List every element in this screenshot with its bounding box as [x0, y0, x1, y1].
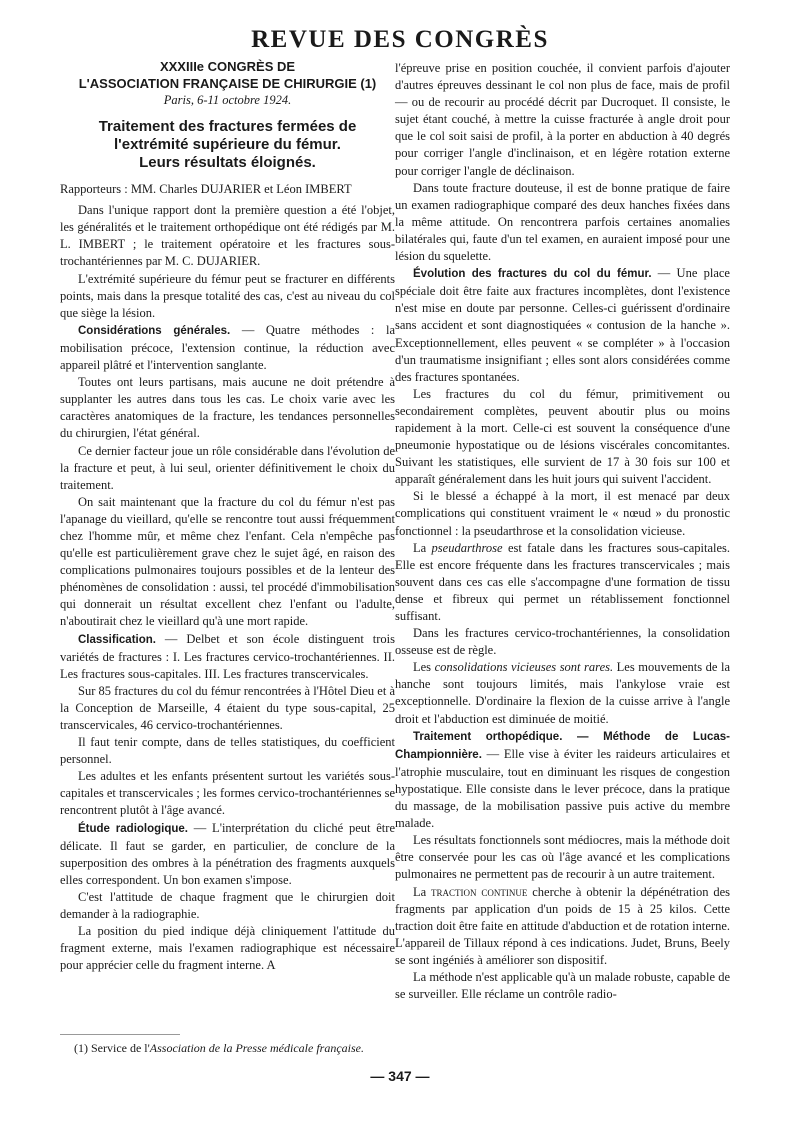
paragraph [60, 322, 395, 374]
paragraph: Dans les fractures cervico-trochantériennes, la consolidation osseuse est de règle. [395, 626, 730, 658]
article-title [60, 118, 395, 172]
footnote-rule [60, 1034, 180, 1035]
article-title-line-1: Traitement des fractures fermées de [98, 118, 357, 136]
paragraph: Dans toute fracture douteuse, il est de bonne pratique de faire un examen radiographique comparé des deux hanches fixées dans la même attitude. On rencontrera parfois certaines anomalies bilatérales qui, faute d'un tel examen, en auraient imposé pour une lésion du squelette. [395, 180, 730, 264]
left-column [60, 58, 395, 974]
paragraph: C'est l'attitude de chaque fragment que le chirurgien doit demander à la radiographie. [60, 889, 395, 922]
rapporteurs-line: Rapporteurs : MM. Charles DUJARIER et Léon IMBERT [60, 182, 352, 197]
paragraph: Toutes ont leurs partisans, mais aucune ne doit prétendre à supplanter les autres dans tous les cas. Le choix varie avec les caractères anatomiques de la fracture, les tendances personnelles du chirurgien, l'état général. [60, 375, 395, 441]
section-heading: Considérations générales. [78, 324, 231, 337]
article-title-line-2: l'extrémité supérieure du fémur. [114, 136, 341, 154]
paragraph: l'épreuve prise en position couchée, il convient parfois d'ajouter d'autres épreuves dessinant le col non plus de face, mais de profil — ou de recourir au procédé décrit par Ducroquet. Il consiste, le sujet étant couché, à mettre la cuisse fracturée à angle droit pour que le col soit saisi de profil, à la porter en abduction à 40 degrés pour corriger l'angle d'inclinaison, et en légère rotation externe pour corriger l'angle de déclinaison. [395, 61, 730, 178]
article-title-line-3: Leurs résultats éloignés. [139, 154, 316, 172]
italic-term: pseudarthrose [431, 540, 503, 555]
page-header: REVUE DES CONGRÈS [251, 26, 549, 53]
paragraph: La pseudarthrose est fatale dans les fractures sous-capitales. Elle est encore fréquente dans les fractures transcervicales ; mais souvent dans ces cas elle s'accompagne d'une formation de tissu dense et fibreux qui permet un rétablissement fonctionnel suffisant. [395, 540, 731, 623]
congress-title: XXXIIIe CONGRÈS DE [159, 59, 296, 74]
paragraph-text: — Elle vise à éviter les raideurs articulaires et l'atrophie musculaire, tout en diminuant les risques de congestion hypostatique. Elle consiste dans le lever précoce, dans la pratique du massage, de la mobilisation passive puis active du membre malade. [395, 746, 730, 831]
paragraph [60, 631, 395, 683]
paragraph-text: — Quatre méthodes : la mobilisation précoce, l'extension continue, la réduction avec appareil plâtré et l'intervention sanglante. [60, 322, 395, 373]
paragraph: Les résultats fonctionnels sont médiocres, mais la méthode doit être conservée pour les cas où l'âge avancé et les complications pulmonaires ne permettent pas de recourir à un autre traitement. [395, 833, 730, 882]
paragraph: Ce dernier facteur joue un rôle considérable dans l'évolution de la fracture et peut, à lui seul, orienter définitivement le choix du traitement. [60, 443, 395, 492]
page-number: — 347 — [370, 1068, 430, 1084]
section-heading: Évolution des fractures du col du fémur. [413, 268, 652, 281]
paragraph: Il faut tenir compte, dans de telles statistiques, du coefficient personnel. [60, 735, 395, 767]
paragraph-text: — L'interprétation du cliché peut être délicate. Il faut se garder, en particulier, de conclure de la superposition des ombres à la pénétration des fragments auxquels elles correspondent. Un bon examen s'impose. [60, 820, 395, 887]
footnote: (1) Service de l'Association de la Presse médicale française. [74, 1041, 364, 1055]
association-title: L'ASSOCIATION FRANÇAISE DE CHIRURGIE (1) [78, 76, 377, 91]
section-heading: Étude radiologique. [78, 822, 188, 835]
right-column [395, 60, 730, 1003]
paragraph: Les adultes et les enfants présentent surtout les variétés sous-capitales et transcervicales ; les formes cervico-trochantériennes se rencontrent plutôt à l'âge avancé. [60, 769, 395, 818]
congress-place-date: Paris, 6-11 octobre 1924. [163, 93, 292, 107]
paragraph: Sur 85 fractures du col du fémur rencontrées à l'Hôtel Dieu et à la Conception de Marseille, 4 étaient du type sous-capital, 25 transcervicales, 46 cervico-trochantériennes. [60, 683, 395, 732]
paragraph [395, 265, 730, 386]
paragraph: La position du pied indique déjà cliniquement l'attitude du fragment externe, mais l'examen radiographique est nécessaire pour apprécier celle du fragment interne. A [60, 924, 395, 973]
paragraph: L'extrémité supérieure du fémur peut se fracturer en différents points, mais dans la presque totalité des cas, c'est au niveau du col que siège la lésion. [60, 271, 395, 320]
paragraph-text: — Delbet et son école distinguent trois variétés de fractures : I. Les fractures cervico-trochantériennes. II. Les fractures sous-capitales. III. Les fractures transcervicales. [60, 631, 395, 681]
paragraph: Si le blessé a échappé à la mort, il est menacé par deux complications qui constituent vraiment le « nœud » du pronostic fonctionnel : la pseudarthrose et la consolidation vicieuse. [395, 489, 730, 538]
paragraph-text: — Une place spéciale doit être faite aux fractures incomplètes, dont l'existence n'est mise en doute par personne. Celles-ci guérissent d'ordinaire sans accident et sont diagnostiquées « contusion de la hanche ». Exceptionnellement, elles peuvent « se compléter » à l'occasion d'un traumatisme insignifiant ; elles sont alors considérées comme des fractures spontanées. [395, 266, 730, 384]
paragraph: On sait maintenant que la fracture du col du fémur n'est pas l'apanage du vieillard, qu'elle se rencontre tout aussi fréquemment chez l'homme mûr, et même chez l'enfant. Cela n'empêche pas qu'elle est particulièrement grave chez le sujet âgé, en raison des complications pulmonaires toujours possibles et de la lenteur des phénomènes de consolidation : aussi, tel procédé d'immobilisation qui donnerait un résultat excellent chez l'enfant ou l'adulte, n'aboutirait chez le vieillard qu'à une mort rapide. [60, 494, 395, 629]
paragraph: Les fractures du col du fémur, primitivement ou secondairement complètes, peuvent aboutir plus ou moins rapidement à la mort. Celle-ci est souvent la conséquence d'une pneumonie hypostatique ou de lésions viscérales concomitantes. Suivant les statistiques, elle survient de 17 à 30 fois sur 100 et apparaît généralement dans les huit jours qui suivent l'accident. [395, 386, 730, 487]
paragraph: Les consolidations vicieuses sont rares. Les mouvements de la hanche sont toujours limités, mais l'ankylose vraie est exceptionnelle. D'ordinaire la flexion de la cuisse arrive à l'angle droit et l'abduction est diminuée de moitié. [395, 660, 730, 726]
paragraph [60, 820, 395, 889]
paragraph: Dans l'unique rapport dont la première question a été l'objet, les généralités et le traitement orthopédique ont été rédigés par M. L. IMBERT ; le traitement opératoire et les fractures sous-trochantériennes par M. C. DUJARIER. [60, 203, 395, 269]
paragraph [395, 728, 730, 833]
italic-term: consolidations vicieuses sont rares. [434, 660, 614, 675]
paragraph: La traction continue cherche à obtenir la dépénétration des fragments par application d'un poids de 15 à 25 kilos. Cette traction doit être faite en attitude d'abduction et de rotation interne. L'appareil de Tillaux répond à ces indications. Judet, Bruns, Beely se sont ingéniés à améliorer son dispositif. [395, 884, 730, 967]
section-heading: Traitement orthopédique. — Méthode de Lucas-Championnière. [395, 730, 730, 761]
small-caps-term: traction continue [431, 884, 528, 899]
paragraph: La méthode n'est applicable qu'à un malade robuste, capable de se surveiller. Elle réclame un contrôle radio- [395, 969, 730, 1002]
section-heading: Classification. [78, 633, 156, 646]
